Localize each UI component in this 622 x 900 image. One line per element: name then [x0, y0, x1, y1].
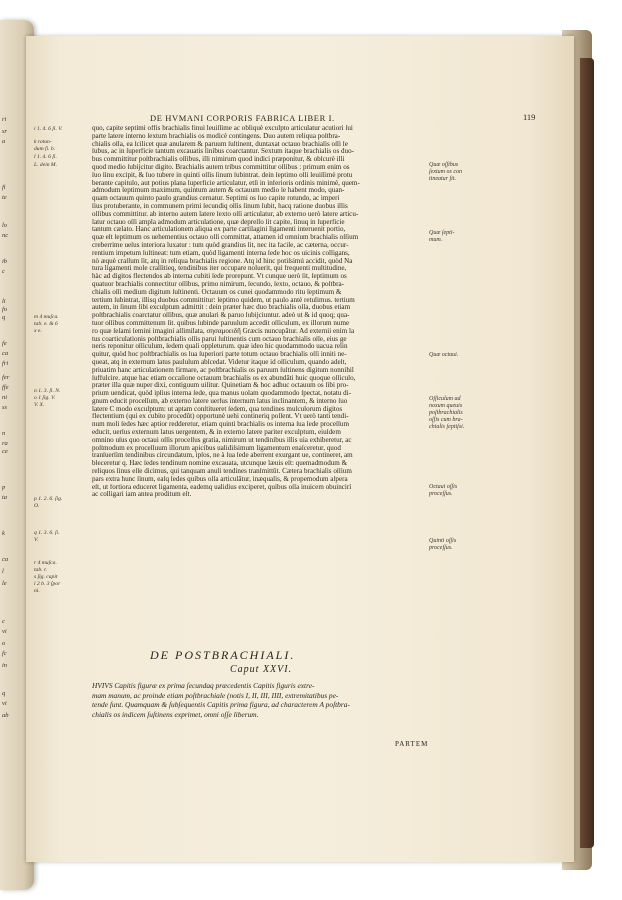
left-margin-note: s ſig. capit: [34, 574, 58, 580]
right-margin-note-line: proceſſus.: [429, 491, 453, 497]
text-line: ſius protuberante, in communem primi ſecundiq oſſis ſinum ſubit, hacq ratione duobus illis: [92, 202, 348, 210]
left-page-fragment: a: [2, 138, 6, 145]
text-line: parte latere interno ſextum brachialis os modicè contingens. Duo autem reliqua poſtbra-: [92, 132, 341, 140]
text-line: bleceretur q. Hæc ſedes tendinum nomine excauata, utcunque læuis eſt: quemadmodum &: [92, 460, 348, 468]
text-line: ro quæ ſeſami ſemini imagini aſſimilata, σησαμοειδῆ Græcis nuncupãtur. Ad externii enim la: [92, 327, 355, 335]
text-line: latere C modo exculptum: ut aptam conſtitueret ſedem, qua tendines muſculorum digitos: [92, 405, 343, 413]
text-line: quitur, quòd hoc poſtbrachialis os ſua ſuperiori parte totum octauo brachialis oſſi inniti ne-: [92, 351, 347, 359]
text-line: quatuor brachialis connectitur oſſibus, primo nimirum, ſecundo, ſexto, octauo, & poſtbra-: [92, 280, 344, 288]
text-line: poſtmodum ex proceſſuum illorum apicibus ualidiſsimum ligamentum enaſceretur, quod: [92, 444, 341, 452]
right-margin-note: [429, 162, 491, 183]
right-margin-note-line: tineatur ſit.: [429, 176, 456, 182]
left-margin-note: p 1. 2. 6. ſig.: [34, 496, 63, 502]
right-margin-note: [429, 484, 491, 498]
left-page-fragment: nc: [2, 232, 9, 239]
left-page-fragment: sr: [2, 128, 8, 135]
left-page-fragment: p: [2, 484, 6, 491]
left-page-fragment: ab: [2, 712, 9, 719]
text-line: autem, in ſinum ſibi exculptum admittit : dein præter hæc duo brachialis oſſa, duobus etiam: [92, 304, 351, 312]
left-margin-note: tab. r.: [34, 567, 47, 573]
text-line: tuor oſſibus committenum ſit. quibus ſubinde paruulum accedit oſſiculum, ex illorum nume: [92, 319, 350, 327]
intro-line: mam manum, ac proinde etiam poſtbrachiale (notis I, II, III, IIII, extremitatibus pe-: [92, 690, 339, 700]
text-line: tura ligamenti mole craſſitieq, tendinibus iter occupare noluerit, qui frequenti multitudine,: [92, 265, 347, 273]
left-margin-note: i 1. 4. 6 ſi. V.: [34, 126, 63, 132]
intro-line: HVIVS Capitis figuræ ex prima ſecundaq præcedentis Capitis figuris extre-: [92, 681, 315, 690]
text-line: pars extra hunc ſinum, eaſq ſedes quibus oſſa articulãtur, inæqualis, & propemodum aſpera: [92, 475, 348, 483]
text-line: quod medio ſubijcitur digito. Brachialis autem tribus committitur oſſibus : primum enim os: [92, 163, 350, 171]
right-margin-note: [429, 538, 491, 552]
left-page-fragment: fri: [2, 360, 9, 367]
left-margin-note: n 1. 3. ſi. N.: [34, 388, 61, 394]
left-margin-note: V. X.: [34, 402, 45, 408]
text-line: tranſuerſim tendinibus circundatum, ipſos, ne à ſua ſede aberrent exurgant ue, contineret, am: [92, 452, 353, 460]
left-page-fragment: o: [2, 640, 6, 647]
text-line: quæ eſt ſeptimum os uehementius octauo oſſi committat, attamen id omnium brachialis oſſium: [92, 234, 359, 242]
left-page-fragment: te: [2, 194, 7, 201]
text-line: tertium ſubintrat, illisq duobus committitur: ſeptimo quidem, ut paulo antè retulimus. tertium: [92, 296, 355, 304]
text-line: gnum educit proceſſum, ab externo latere uerſus internum latus inclinantem, & interno ſuo: [92, 397, 348, 405]
text-line: tus coarticulationis poſtbrachialis oſſis parui ſuſtinentis cum octauo brachialis oſſe, eius ge: [92, 335, 347, 343]
text-line: quo, capite septimi offis brachialis finui leuiſſime ac obliquè exculpto articulatur acutiori ſui: [92, 125, 353, 132]
left-margin-note: o 1 ſig. V.: [34, 395, 56, 401]
left-margin-note: dum ſi. b.: [34, 146, 56, 152]
chapter-title: DE POSTBRACHIALI.: [150, 648, 296, 662]
text-line: præter illa quæ nuper dixi, contiguum uiſitur. Quinetiam & hoc adhuc octauum os ſibi pro-: [92, 382, 349, 390]
text-line: poſtbrachialis coarctatur oſſibus, quæ anulari & paruo ſubijciuntur. adeò ut & id quoq; qua-: [92, 312, 350, 320]
left-page-fragment: in: [2, 662, 8, 669]
main-text-block: [92, 125, 426, 499]
left-margin-note: q 1. 3. 6. ſi.: [34, 530, 60, 536]
left-page-fragment: q: [2, 314, 6, 321]
intro-line: chialis os indicem ſuſtinens exprimet, omni oſſe liberum.: [92, 709, 259, 719]
text-line: latur octauo oſſi ampla admodum articulatione, quæ depreſſo ſit capite, ſinuq in ſuperficie: [92, 218, 345, 226]
text-line: neris reponitur oſſiculum, ſedem quaſi oppleturum. quæ ideo hic quodammodo uacua relin: [92, 343, 348, 351]
text-line: queat, atq in externum latus paululum abſcedat. Videtur itaque id oſſiculum, quando adeſt,: [92, 358, 347, 366]
text-line: priuatim hanc articulationem firmare, ac poſtbrachialis os paruum ſuſtinens digitum nonnihil: [92, 366, 354, 374]
right-margin-note-line: chialis ſeptiſsi.: [429, 424, 465, 430]
left-page-fragment: fe: [2, 340, 7, 347]
left-margin-note: k rotun-: [34, 139, 52, 145]
text-line: tantum cælato. Hanc articulationem aliqua ex parte cartilagini ligamenti interuenit portio,: [92, 226, 346, 234]
left-page-fragment: ffe: [2, 384, 9, 391]
text-line: ſubus, ac in ſuperficie tantum excauatis ſinibus coarctantur. Sextum itaque brachialis os duo-: [92, 148, 355, 156]
left-margin-note: l 1. 4. 6 ſi.: [34, 154, 57, 160]
text-line: rentium impetum ſuſtineat: tum etiam, quòd ligamenti interna ſede hoc os uicinis colligans,: [92, 249, 350, 257]
left-margin-note: x e.: [34, 328, 42, 334]
left-page-fragment: fer: [2, 374, 10, 381]
right-margin-note-line: Quæ octaui.: [429, 352, 459, 358]
left-page-fragment: l: [2, 568, 4, 575]
right-margin-note-line: poſtbrachialis: [429, 410, 463, 416]
left-page-fragment: ss: [2, 404, 8, 411]
left-page-fragment: q: [2, 690, 6, 697]
text-line: num moli ſedes hæc aptior redderetur, etiam quinti brachialis os interna ſua ſede proceſſum: [92, 421, 349, 429]
left-page-fragment: c: [2, 618, 5, 625]
left-page-fragment: fi: [2, 184, 6, 191]
left-margin-note: O.: [34, 503, 40, 509]
left-page-fragment: ca: [2, 350, 9, 357]
left-margin-note: i 2 b. 3 ſpor: [34, 581, 61, 587]
left-page-fragment: ri: [2, 116, 7, 123]
text-line: omnino uſus quo octaui oſſis proceſſus gratia, nimirum ut tendinibus illis uia exhiberetur, ac: [92, 436, 352, 444]
right-margin-note-line: Quinti oſſis: [429, 538, 457, 544]
right-margin-note-line: oſſis cum bra-: [429, 417, 463, 423]
text-line: creberrime ueſus interiora luxatur : tum quòd grandius ſit, nec ita facile, ac cæterna, occur-: [92, 241, 349, 249]
text-line: eſt, ut fortiora educeret ligamenta, eademq ualidius exciperet, quibus oſſa inuicem obuincirí: [92, 483, 352, 491]
left-page-fragment: fc: [2, 650, 7, 657]
right-margin-note-line: Quæ ſepti-: [429, 230, 455, 236]
left-page-fragment: ta: [2, 494, 8, 501]
right-margin-note-line: mum.: [429, 237, 443, 243]
right-margin-note: [429, 396, 491, 431]
left-margin-note: V.: [34, 537, 39, 543]
chapter-intro: [92, 681, 430, 719]
right-margin-note-line: noxum queuis: [429, 403, 463, 409]
left-page-fragment: li: [2, 298, 6, 305]
text-line: quam octauum quinto paulo grandius cernatur. Septimi os ſuo capite rotundo, ac imperi: [92, 195, 340, 203]
text-line: hàc ad digitos flectendos ab interna cubiti ſede prorepunt. Vt cunque uerò ſit, ſeptimum os: [92, 273, 347, 281]
right-margin-note-line: Oſſiculum ad: [429, 396, 461, 402]
chapter-subtitle: Caput XXVI.: [230, 664, 293, 675]
left-margin-note: tab. e. & 6: [34, 321, 58, 327]
text-line: reliquos ſinus eſſe dicimus, qui tanquam anuli tendines tranſmittũt. Cætera brachialis oſſium: [92, 468, 352, 476]
text-line: chialis oſſa, ea ſcilicet quæ anularem & paruum ſuſtinent, duntaxat octauo brachialis oſſi ſe: [92, 140, 348, 148]
book-cover-edge: [580, 58, 594, 848]
left-page-fragment: fo: [2, 306, 8, 313]
intro-line: tende ſunt. Quamquam & ſubſequentis Capitis prima figura, ad characterem A poſtbra-: [92, 700, 350, 710]
left-page-fragment: k: [2, 530, 5, 537]
page-number: 119: [523, 112, 536, 122]
right-margin-note: [429, 352, 491, 359]
text-line: flectentium (qui ex cubito procedũt) opportunè uehi contineriq poſſent. Vt uerò tanti tendi-: [92, 413, 349, 421]
running-title: DE HVMANI CORPORIS FABRICA LIBER I.: [150, 113, 335, 123]
text-line: ſuo ſinu excipit, & ſuo tubere in quinti oſſis ſinum ſubintrat. dein ſeptimo oſſi leuiſſimè protu: [92, 171, 353, 179]
text-line: educit, uerſus externum latus uergentem, & in externo latere pariter exculptum, eiuſdem: [92, 429, 341, 437]
right-margin-note-line: Octaui oſſis: [429, 484, 458, 490]
text-line: oſſibus committitur. ab interno autem latere ſexto oſſi articulatur, ab externo uerò latere articu-: [92, 210, 359, 218]
right-margin-note-line: proceſſus.: [429, 545, 453, 551]
left-page-fragment: ca: [2, 556, 9, 563]
right-margin-note-line: Quæ oſſibus: [429, 162, 459, 168]
left-page-fragment: lo: [2, 222, 8, 229]
left-page-fragment: vi: [2, 628, 7, 635]
text-line: nò æquè craſſum ſit, atq in reliqua brachialis regione. Atq id hinc potiſsimú accidit, quòd Na: [92, 257, 353, 265]
text-line: bus committitur poſtbrachialis oſſibus, illi nimirum quod indici præponitur, & obſcurè illi: [92, 156, 345, 164]
left-page-fragment: ra: [2, 440, 8, 447]
left-page-fragment: ib: [2, 258, 8, 265]
right-margin-note-line: ſextum os con: [429, 169, 462, 175]
left-page-fragment: ce: [2, 448, 8, 455]
left-margin-note: r 4 muſca.: [34, 560, 57, 566]
catchword: PARTEM: [395, 740, 429, 748]
left-page-fragment: le: [2, 580, 7, 587]
left-page-fragment: ni: [2, 394, 8, 401]
left-page-fragment: c: [2, 268, 5, 275]
text-line: ſuffulcire. atque hac etiam occaſione octauum brachialis os ex abundãti huic quoque oſſiculo,: [92, 374, 356, 382]
text-line: prium uendicat, quòd ipſius interna ſede, qua manus uolam quodammodo ſpectat, notatu di-: [92, 390, 352, 398]
text-line: berante capitulo, aut potius plana ſuperficie articulatur, etſi in inferioris ordinis minimè, quem-: [92, 179, 360, 187]
left-margin-note: L. dein M.: [34, 162, 57, 168]
text-line: admodum ſeptimum maximum, quintum autem & octauum medio ſe habent modo, quan-: [92, 187, 345, 195]
left-margin-note: ni.: [34, 588, 40, 594]
left-margin-note: m 4 muſca.: [34, 314, 59, 320]
left-page-fragment: vi: [2, 700, 7, 707]
left-page-fragment: n: [2, 430, 6, 437]
text-line: ac colligari iam antea proditum eſt.: [92, 491, 192, 499]
right-margin-note: [429, 230, 491, 244]
text-line: chialis oſſi medium digitum ſuſtinenti. Octauum os cunei quodammodo ritu ſeptimum &: [92, 288, 342, 296]
